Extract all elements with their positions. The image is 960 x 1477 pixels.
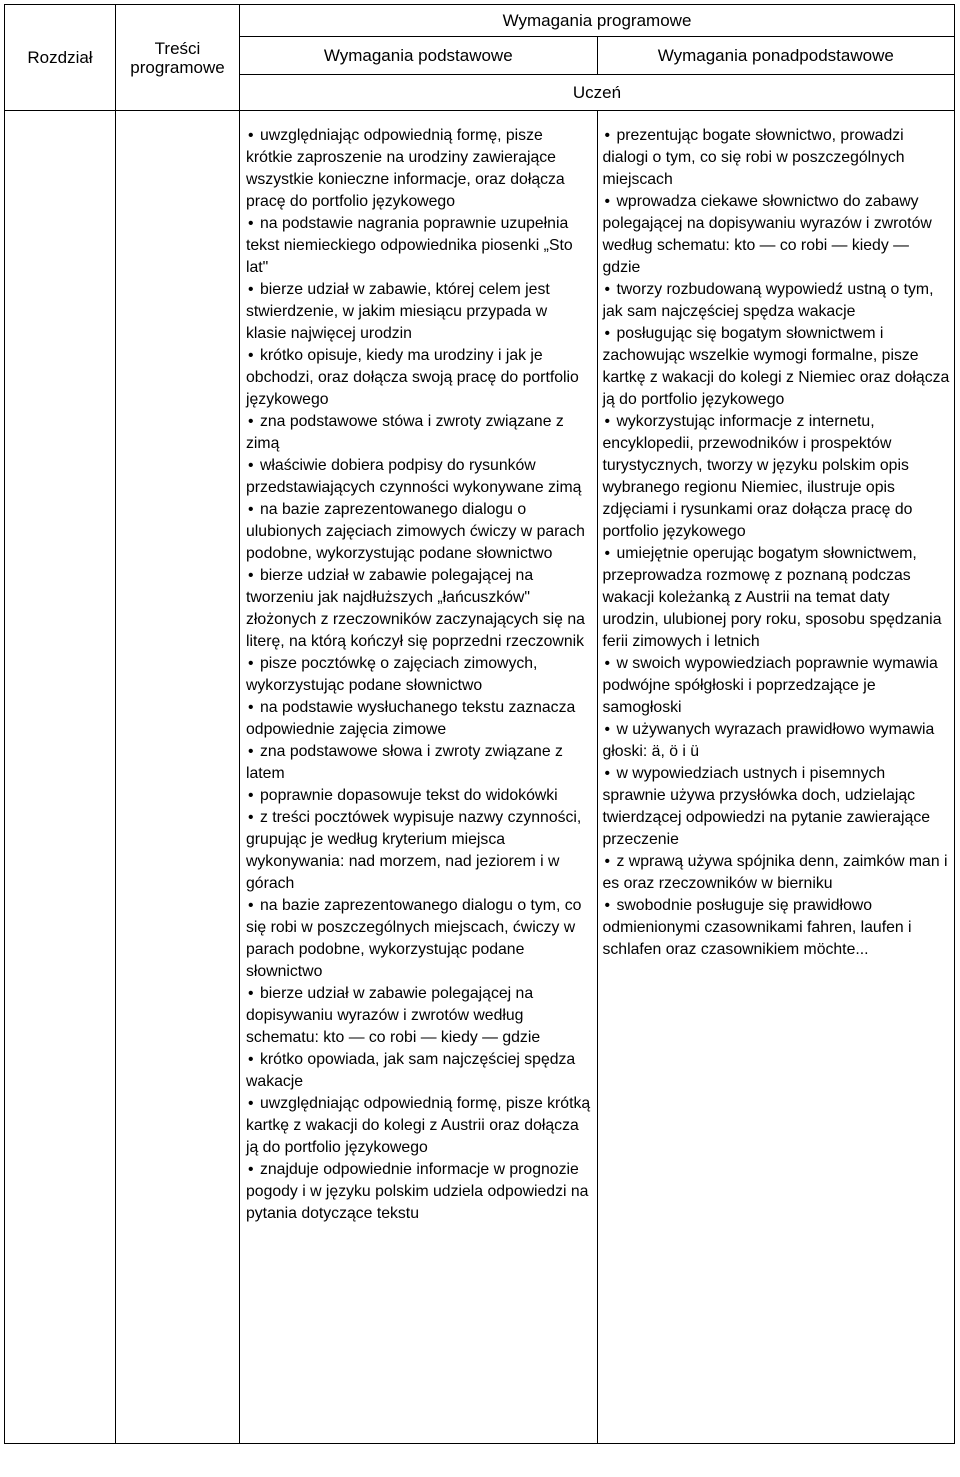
list-item-text: bierze udział w zabawie polegającej na dopisywaniu wyrazów i zwrotów według schematu: kto — co robi — kiedy — gdzie: [246, 985, 541, 1046]
list-item-text: uwzględniając odpowiednią formę, pisze krótkie zaproszenie na urodziny zawierające wszystkie konieczne informacje, oraz dołącza pracę do portfolio językowego: [246, 127, 565, 210]
list-item-text: wykorzystując informacje z internetu, encyklopedii, przewodników i prospektów turystycznych, tworzy w języku polskim opis wybranego regionu Niemiec, ilustruje opis zdjęciami i rysunkami oraz dołącza pracę do portfolio językowego: [602, 413, 913, 540]
header-basic: [240, 37, 598, 75]
list-item-text: prezentując bogate słownictwo, prowadzi dialogi o tym, co się robi w poszczególnych miejscach: [602, 127, 905, 188]
list-item-text: zna podstawowe stówa i zwroty związane z zimą: [246, 413, 564, 452]
extended-requirements-cell: [597, 111, 955, 1444]
list-item-text: pisze pocztówkę o zajęciach zimowych, wykorzystując podane słownictwo: [246, 655, 538, 694]
list-item-text: w używanych wyrazach prawidłowo wymawia głoski: ä, ö i ü: [602, 721, 935, 760]
list-item: [246, 807, 591, 895]
list-item: [603, 653, 951, 719]
bullet-icon: •: [604, 545, 611, 562]
list-item-text: swobodnie posługuje się prawidłowo odmienionymi czasownikami fahren, laufen i schlafen oraz czasownikiem möchte...: [602, 897, 912, 958]
list-item: [246, 345, 591, 411]
list-item: [603, 851, 951, 895]
bullet-icon: •: [248, 985, 254, 1002]
bullet-icon: •: [604, 127, 611, 144]
header-requirements: [240, 5, 955, 37]
header-extended-label: Wymagania ponadpodstawowe: [657, 46, 894, 65]
list-item-text: właściwie dobiera podpisy do rysunków przedstawiających czynności wykonywane zimą: [246, 457, 582, 496]
list-item-text: krótko opisuje, kiedy ma urodziny i jak je obchodzi, oraz dołącza swoją pracę do portfolio językowego: [246, 347, 579, 408]
bullet-icon: •: [604, 765, 611, 782]
list-item-text: na bazie zaprezentowanego dialogu o tym, co się robi w poszczególnych miejscach, ćwiczy w parach podobne, wykorzystując podane słownictwo: [246, 897, 582, 980]
bullet-icon: •: [604, 325, 611, 342]
bullet-icon: •: [604, 413, 611, 430]
bullet-icon: •: [604, 655, 611, 672]
basic-requirements-list: [240, 111, 597, 1225]
list-item: [246, 499, 591, 565]
list-item: [603, 411, 951, 543]
list-item-text: bierze udział w zabawie, której celem jest stwierdzenie, w jakim miesiącu przypada w klasie najwięcej urodzin: [246, 281, 550, 342]
list-item: [603, 279, 951, 323]
list-item-text: znajduje odpowiednie informacje w prognozie pogody i w języku polskim udziela odpowiedzi na pytania dotyczące tekstu: [246, 1161, 589, 1222]
list-item-text: tworzy rozbudowaną wypowiedź ustną o tym, jak sam najczęściej spędza wakacje: [602, 281, 934, 320]
bullet-icon: •: [248, 281, 254, 298]
list-item: [603, 125, 951, 191]
bullet-icon: •: [604, 721, 611, 738]
list-item: [246, 895, 591, 983]
list-item-text: wprowadza ciekawe słownictwo do zabawy polegającej na dopisywaniu wyrazów i zwrotów według schematu: kto — co robi — kiedy — gdzie: [602, 193, 932, 276]
bullet-icon: •: [604, 853, 611, 870]
bullet-icon: •: [248, 787, 254, 804]
list-item-text: z wprawą używa spójnika denn, zaimków man i es oraz rzeczowników w bierniku: [602, 853, 948, 892]
bullet-icon: •: [248, 127, 254, 144]
bullet-icon: •: [248, 567, 254, 584]
bullet-icon: •: [248, 809, 254, 826]
bullet-icon: •: [604, 897, 611, 914]
list-item-text: na podstawie wysłuchanego tekstu zaznacza odpowiednie zajęcia zimowe: [246, 699, 576, 738]
header-section-label: Rozdział: [27, 48, 93, 67]
list-item-text: bierze udział w zabawie polegającej na tworzeniu jak najdłuższych „łańcuszków" złożonych z rzeczowników zaczynających się na literę, na którą kończył się poprzedni rzeczownik: [246, 567, 585, 650]
bullet-icon: •: [248, 413, 254, 430]
bullet-icon: •: [248, 1051, 254, 1068]
list-item: [246, 125, 591, 213]
bullet-icon: •: [248, 501, 254, 518]
section-cell: [5, 111, 116, 1444]
list-item: [603, 323, 951, 411]
requirements-table: [4, 4, 955, 1444]
list-item: [246, 983, 591, 1049]
bullet-icon: •: [248, 1161, 254, 1178]
list-item: [603, 763, 951, 851]
list-item: [246, 279, 591, 345]
list-item: [603, 191, 951, 279]
list-item-text: uwzględniając odpowiednią formę, pisze krótką kartkę z wakacji do kolegi z Austrii oraz dołącza ją do portfolio językowego: [246, 1095, 591, 1156]
list-item: [246, 1093, 591, 1159]
list-item-text: poprawnie dopasowuje tekst do widokówki: [260, 787, 558, 804]
list-item: [246, 213, 591, 279]
extended-requirements-list: [598, 111, 955, 961]
bullet-icon: •: [248, 1095, 254, 1112]
list-item: [246, 1159, 591, 1225]
list-item-text: z treści pocztówek wypisuje nazwy czynności, grupując je według kryterium miejsca wykonywania: nad morzem, nad jeziorem i w górach: [246, 809, 582, 892]
bullet-icon: •: [248, 457, 254, 474]
list-item: [603, 543, 951, 653]
header-basic-label: Wymagania podstawowe: [323, 46, 513, 65]
header-extended: [597, 37, 955, 75]
header-requirements-label: Wymagania programowe: [502, 11, 692, 30]
list-item-text: krótko opowiada, jak sam najczęściej spędza wakacje: [246, 1051, 576, 1090]
header-content: [116, 5, 240, 111]
bullet-icon: •: [248, 897, 254, 914]
content-cell: [116, 111, 240, 1444]
list-item: [603, 895, 951, 961]
bullet-icon: •: [248, 699, 254, 716]
list-item: [246, 653, 591, 697]
header-student-label: Uczeń: [572, 83, 622, 102]
list-item-text: w wypowiedziach ustnych i pisemnych sprawnie używa przysłówka doch, udzielając twierdzącej odpowiedzi na pytanie zawierające przeczenie: [602, 765, 931, 848]
list-item-text: na bazie zaprezentowanego dialogu o ulubionych zajęciach zimowych ćwiczy w parach podobne, wykorzystując podane słownictwo: [246, 501, 585, 562]
list-item: [246, 565, 591, 653]
header-content-label: Treści programowe: [130, 38, 225, 77]
list-item: [246, 697, 591, 741]
list-item: [246, 455, 591, 499]
bullet-icon: •: [248, 743, 254, 760]
bullet-icon: •: [248, 655, 254, 672]
header-student: [240, 75, 955, 111]
list-item-text: posługując się bogatym słownictwem i zachowując wszelkie wymogi formalne, pisze kartkę z wakacji do kolegi z Niemiec oraz dołącza ją do portfolio językowego: [602, 325, 950, 408]
list-item-text: na podstawie nagrania poprawnie uzupełnia tekst niemieckiego odpowiednika piosenki „Sto lat": [246, 215, 573, 276]
list-item-text: umiejętnie operując bogatym słownictwem, przeprowadza rozmowę z poznaną podczas wakacji koleżanką z Austrii na temat daty urodzin, ulubionej pory roku, sposobu spędzania ferii zimowych i letnich: [602, 545, 942, 650]
bullet-icon: •: [248, 215, 254, 232]
bullet-icon: •: [604, 193, 611, 210]
list-item-text: w swoich wypowiedziach poprawnie wymawia podwójne spółgłoski i poprzedzające je samogłoski: [602, 655, 938, 716]
basic-requirements-cell: [240, 111, 598, 1444]
list-item-text: zna podstawowe słowa i zwroty związane z latem: [246, 743, 563, 782]
list-item: [246, 1049, 591, 1093]
list-item: [603, 719, 951, 763]
list-item: [246, 411, 591, 455]
bullet-icon: •: [248, 347, 254, 364]
list-item: [246, 785, 591, 807]
header-section: [5, 5, 116, 111]
bullet-icon: •: [604, 281, 611, 298]
list-item: [246, 741, 591, 785]
